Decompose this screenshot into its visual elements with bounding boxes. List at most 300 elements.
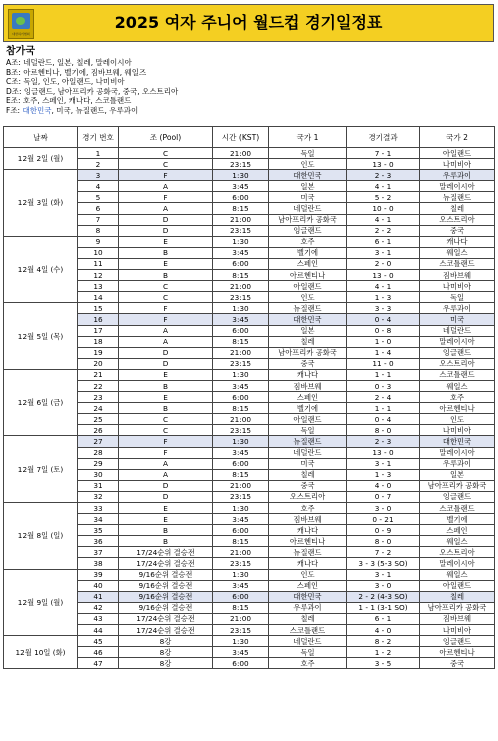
result-cell: 0 - 9 — [347, 525, 420, 536]
result-cell: 6 - 1 — [347, 236, 420, 247]
team2-cell: 웨일스 — [420, 536, 495, 547]
team2-cell: 남아프리카 공화국 — [420, 480, 495, 491]
pool-cell: B — [119, 525, 213, 536]
result-cell: 13 - 0 — [347, 270, 420, 281]
pool-cell: 8강 — [119, 647, 213, 658]
table-row — [4, 569, 495, 580]
table-row — [4, 602, 495, 613]
match-number-cell: 23 — [78, 392, 119, 403]
team2-cell: 스코틀랜드 — [420, 258, 495, 269]
pool-cell: A — [119, 181, 213, 192]
pool-cell: C — [119, 292, 213, 303]
result-cell: 5 - 2 — [347, 192, 420, 203]
time-cell: 3:45 — [213, 380, 269, 391]
team1-cell: 남아프리카 공화국 — [269, 214, 347, 225]
result-cell: 0 - 7 — [347, 491, 420, 502]
team2-cell: 칠레 — [420, 591, 495, 602]
table-row — [4, 491, 495, 502]
pool-cell: 8강 — [119, 658, 213, 669]
table-row — [4, 636, 495, 647]
date-cell: 12월 10일 (화) — [4, 636, 78, 669]
time-cell: 6:00 — [213, 258, 269, 269]
result-cell: 3 - 1 — [347, 569, 420, 580]
table-row — [4, 469, 495, 480]
time-cell: 1:30 — [213, 503, 269, 514]
team2-cell: 일본 — [420, 469, 495, 480]
pool-cell: D — [119, 347, 213, 358]
team2-cell: 칠레 — [420, 203, 495, 214]
table-row — [4, 625, 495, 636]
table-row — [4, 414, 495, 425]
schedule-body — [4, 148, 495, 669]
time-cell: 23:15 — [213, 292, 269, 303]
table-row — [4, 458, 495, 469]
match-number-cell: 22 — [78, 380, 119, 391]
result-cell: 0 - 8 — [347, 325, 420, 336]
table-row — [4, 547, 495, 558]
result-cell: 3 - 3 (5-3 SO) — [347, 558, 420, 569]
table-row — [4, 525, 495, 536]
pool-cell: 9/16순위 결승전 — [119, 580, 213, 591]
table-row — [4, 170, 495, 181]
table-row — [4, 658, 495, 669]
time-cell: 21:00 — [213, 347, 269, 358]
team1-cell: 네덜란드 — [269, 636, 347, 647]
pool-cell: C — [119, 281, 213, 292]
match-number-cell: 46 — [78, 647, 119, 658]
match-number-cell: 38 — [78, 558, 119, 569]
title-banner — [3, 4, 494, 42]
time-cell: 6:00 — [213, 591, 269, 602]
time-cell: 1:30 — [213, 436, 269, 447]
team2-cell: 스코틀랜드 — [420, 503, 495, 514]
date-cell: 12월 9일 (월) — [4, 569, 78, 636]
team1-cell: 칠레 — [269, 613, 347, 624]
team1-cell: 독일 — [269, 148, 347, 159]
table-row — [4, 314, 495, 325]
match-number-cell: 16 — [78, 314, 119, 325]
team2-cell: 아르헨티나 — [420, 403, 495, 414]
result-cell: 2 - 2 — [347, 225, 420, 236]
time-cell: 3:45 — [213, 514, 269, 525]
team1-cell: 아르헨티나 — [269, 536, 347, 547]
header-pool: 조 (Pool) — [119, 127, 213, 148]
table-row — [4, 536, 495, 547]
team1-cell: 네덜란드 — [269, 203, 347, 214]
team1-cell: 호주 — [269, 503, 347, 514]
date-cell: 12월 4일 (수) — [4, 236, 78, 303]
table-row — [4, 369, 495, 380]
match-number-cell: 8 — [78, 225, 119, 236]
table-row — [4, 225, 495, 236]
table-row — [4, 236, 495, 247]
group-f-prefix: F조: — [6, 105, 23, 115]
table-row — [4, 192, 495, 203]
team2-cell: 잉글랜드 — [420, 347, 495, 358]
table-row — [4, 647, 495, 658]
pool-cell: E — [119, 258, 213, 269]
match-number-cell: 4 — [78, 181, 119, 192]
match-number-cell: 28 — [78, 447, 119, 458]
match-number-cell: 41 — [78, 591, 119, 602]
table-row — [4, 392, 495, 403]
team1-cell: 독일 — [269, 425, 347, 436]
time-cell: 23:15 — [213, 491, 269, 502]
team2-cell: 남아프리카 공화국 — [420, 602, 495, 613]
time-cell: 8:15 — [213, 536, 269, 547]
team1-cell: 아일랜드 — [269, 281, 347, 292]
pool-cell: D — [119, 225, 213, 236]
team2-cell: 나미비아 — [420, 425, 495, 436]
result-cell: 3 - 1 — [347, 458, 420, 469]
time-cell: 21:00 — [213, 480, 269, 491]
match-number-cell: 18 — [78, 336, 119, 347]
match-number-cell: 39 — [78, 569, 119, 580]
time-cell: 21:00 — [213, 613, 269, 624]
pool-cell: E — [119, 236, 213, 247]
match-number-cell: 34 — [78, 514, 119, 525]
result-cell: 0 - 21 — [347, 514, 420, 525]
result-cell: 0 - 4 — [347, 314, 420, 325]
pool-cell: A — [119, 336, 213, 347]
match-number-cell: 45 — [78, 636, 119, 647]
team1-cell: 뉴질랜드 — [269, 436, 347, 447]
team1-cell: 아일랜드 — [269, 414, 347, 425]
group-f-korea: 대한민국 — [22, 105, 52, 115]
logo-caption: 대한하키협회 — [12, 32, 30, 36]
time-cell: 8:15 — [213, 403, 269, 414]
table-row — [4, 159, 495, 170]
table-row — [4, 203, 495, 214]
table-row — [4, 292, 495, 303]
team1-cell: 대한민국 — [269, 314, 347, 325]
team1-cell: 미국 — [269, 458, 347, 469]
table-row — [4, 480, 495, 491]
pool-cell: E — [119, 503, 213, 514]
team2-cell: 짐바브웨 — [420, 613, 495, 624]
match-number-cell: 27 — [78, 436, 119, 447]
match-number-cell: 20 — [78, 358, 119, 369]
table-row — [4, 403, 495, 414]
time-cell: 6:00 — [213, 458, 269, 469]
team2-cell: 오스트리아 — [420, 214, 495, 225]
team1-cell: 오스트리아 — [269, 491, 347, 502]
team1-cell: 짐바브웨 — [269, 514, 347, 525]
time-cell: 23:15 — [213, 425, 269, 436]
match-number-cell: 15 — [78, 303, 119, 314]
time-cell: 6:00 — [213, 525, 269, 536]
time-cell: 21:00 — [213, 214, 269, 225]
group-f-suffix: , 미국, 뉴질랜드, 우루과이 — [51, 105, 139, 115]
team2-cell: 스페인 — [420, 525, 495, 536]
pool-cell: A — [119, 203, 213, 214]
participants-heading: 참가국 — [6, 46, 35, 57]
table-row — [4, 436, 495, 447]
match-number-cell: 40 — [78, 580, 119, 591]
match-number-cell: 9 — [78, 236, 119, 247]
team1-cell: 인도 — [269, 569, 347, 580]
result-cell: 4 - 0 — [347, 625, 420, 636]
pool-cell: A — [119, 458, 213, 469]
team2-cell: 독일 — [420, 292, 495, 303]
team2-cell: 아르헨티나 — [420, 647, 495, 658]
team1-cell: 벨기에 — [269, 403, 347, 414]
time-cell: 21:00 — [213, 547, 269, 558]
pool-cell: F — [119, 447, 213, 458]
match-number-cell: 29 — [78, 458, 119, 469]
time-cell: 23:15 — [213, 558, 269, 569]
time-cell: 1:30 — [213, 303, 269, 314]
table-row — [4, 613, 495, 624]
team2-cell: 오스트리아 — [420, 547, 495, 558]
result-cell: 1 - 1 — [347, 369, 420, 380]
team1-cell: 호주 — [269, 236, 347, 247]
team2-cell: 네덜란드 — [420, 325, 495, 336]
team1-cell: 대한민국 — [269, 170, 347, 181]
result-cell: 8 - 2 — [347, 636, 420, 647]
table-row — [4, 558, 495, 569]
time-cell: 6:00 — [213, 192, 269, 203]
time-cell: 3:45 — [213, 247, 269, 258]
team2-cell: 벨기에 — [420, 514, 495, 525]
result-cell: 4 - 1 — [347, 181, 420, 192]
team2-cell: 중국 — [420, 225, 495, 236]
header-team1: 국가 1 — [269, 127, 347, 148]
match-number-cell: 25 — [78, 414, 119, 425]
result-cell: 1 - 3 — [347, 292, 420, 303]
result-cell: 1 - 3 — [347, 469, 420, 480]
team1-cell: 일본 — [269, 181, 347, 192]
team1-cell: 캐나다 — [269, 525, 347, 536]
table-row — [4, 591, 495, 602]
time-cell: 23:15 — [213, 225, 269, 236]
match-number-cell: 37 — [78, 547, 119, 558]
pool-cell: F — [119, 303, 213, 314]
result-cell: 1 - 0 — [347, 336, 420, 347]
pool-cell: F — [119, 192, 213, 203]
team2-cell: 오스트리아 — [420, 358, 495, 369]
team2-cell: 말레이시아 — [420, 181, 495, 192]
pool-cell: 8강 — [119, 636, 213, 647]
time-cell: 1:30 — [213, 170, 269, 181]
table-row — [4, 148, 495, 159]
pool-cell: 9/16순위 결승전 — [119, 569, 213, 580]
team1-cell: 중국 — [269, 358, 347, 369]
match-number-cell: 13 — [78, 281, 119, 292]
match-number-cell: 7 — [78, 214, 119, 225]
result-cell: 1 - 1 — [347, 403, 420, 414]
time-cell: 23:15 — [213, 358, 269, 369]
team1-cell: 미국 — [269, 192, 347, 203]
match-number-cell: 12 — [78, 270, 119, 281]
pool-cell: B — [119, 247, 213, 258]
result-cell: 3 - 0 — [347, 503, 420, 514]
group-c: C조: 독일, 인도, 아일랜드, 나미비아 — [6, 77, 125, 87]
time-cell: 1:30 — [213, 236, 269, 247]
result-cell: 11 - 0 — [347, 358, 420, 369]
table-row — [4, 303, 495, 314]
time-cell: 8:15 — [213, 602, 269, 613]
table-row — [4, 336, 495, 347]
team1-cell: 남아프리카 공화국 — [269, 347, 347, 358]
date-cell: 12월 6일 (금) — [4, 369, 78, 436]
time-cell: 8:15 — [213, 469, 269, 480]
team1-cell: 스코틀랜드 — [269, 625, 347, 636]
time-cell: 21:00 — [213, 281, 269, 292]
pool-cell: E — [119, 392, 213, 403]
team1-cell: 스페인 — [269, 392, 347, 403]
time-cell: 21:00 — [213, 148, 269, 159]
pool-cell: F — [119, 436, 213, 447]
team2-cell: 캐나다 — [420, 236, 495, 247]
result-cell: 3 - 5 — [347, 658, 420, 669]
pool-cell: B — [119, 536, 213, 547]
team2-cell: 우루과이 — [420, 303, 495, 314]
team1-cell: 독일 — [269, 647, 347, 658]
result-cell: 3 - 1 — [347, 247, 420, 258]
time-cell: 3:45 — [213, 314, 269, 325]
result-cell: 2 - 2 (4-3 SO) — [347, 591, 420, 602]
time-cell: 3:45 — [213, 447, 269, 458]
match-number-cell: 10 — [78, 247, 119, 258]
team1-cell: 벨기에 — [269, 247, 347, 258]
team1-cell: 캐나다 — [269, 558, 347, 569]
team1-cell: 우루과이 — [269, 602, 347, 613]
time-cell: 21:00 — [213, 414, 269, 425]
date-cell: 12월 3일 (화) — [4, 170, 78, 237]
team1-cell: 짐바브웨 — [269, 380, 347, 391]
table-row — [4, 258, 495, 269]
pool-cell: 17/24순위 결승전 — [119, 547, 213, 558]
result-cell: 13 - 0 — [347, 159, 420, 170]
time-cell: 3:45 — [213, 580, 269, 591]
pool-cell: F — [119, 170, 213, 181]
pool-cell: E — [119, 514, 213, 525]
time-cell: 8:15 — [213, 336, 269, 347]
match-number-cell: 47 — [78, 658, 119, 669]
team1-cell: 아르헨티나 — [269, 270, 347, 281]
table-row — [4, 347, 495, 358]
team2-cell: 나미비아 — [420, 625, 495, 636]
result-cell: 4 - 0 — [347, 480, 420, 491]
team2-cell: 말레이시아 — [420, 447, 495, 458]
time-cell: 3:45 — [213, 647, 269, 658]
pool-cell: E — [119, 369, 213, 380]
result-cell: 7 - 2 — [347, 547, 420, 558]
team2-cell: 말레이시아 — [420, 558, 495, 569]
result-cell: 4 - 1 — [347, 281, 420, 292]
participants-section — [6, 46, 492, 116]
match-number-cell: 35 — [78, 525, 119, 536]
table-row — [4, 380, 495, 391]
date-cell: 12월 2일 (월) — [4, 148, 78, 170]
team1-cell: 뉴질랜드 — [269, 303, 347, 314]
team1-cell: 칠레 — [269, 469, 347, 480]
match-number-cell: 32 — [78, 491, 119, 502]
table-row — [4, 247, 495, 258]
pool-cell: C — [119, 159, 213, 170]
pool-cell: 17/24순위 결승전 — [119, 613, 213, 624]
pool-cell: 9/16순위 결승전 — [119, 591, 213, 602]
team1-cell: 일본 — [269, 325, 347, 336]
pool-cell: D — [119, 491, 213, 502]
team1-cell: 인도 — [269, 159, 347, 170]
team2-cell: 잉글랜드 — [420, 636, 495, 647]
table-row — [4, 270, 495, 281]
pool-cell: A — [119, 325, 213, 336]
result-cell: 2 - 3 — [347, 436, 420, 447]
result-cell: 7 - 1 — [347, 148, 420, 159]
match-number-cell: 31 — [78, 480, 119, 491]
team2-cell: 웨일스 — [420, 569, 495, 580]
team2-cell: 중국 — [420, 658, 495, 669]
match-number-cell: 21 — [78, 369, 119, 380]
match-number-cell: 6 — [78, 203, 119, 214]
table-header-row — [4, 127, 495, 148]
date-cell: 12월 7일 (토) — [4, 436, 78, 503]
group-a: A조: 네덜란드, 일본, 칠레, 말레이시아 — [6, 58, 132, 67]
result-cell: 1 - 2 — [347, 647, 420, 658]
result-cell: 8 - 0 — [347, 536, 420, 547]
header-team2: 국가 2 — [420, 127, 495, 148]
team2-cell: 뉴질랜드 — [420, 192, 495, 203]
result-cell: 10 - 0 — [347, 203, 420, 214]
match-number-cell: 33 — [78, 503, 119, 514]
result-cell: 0 - 4 — [347, 414, 420, 425]
match-number-cell: 17 — [78, 325, 119, 336]
team1-cell: 칠레 — [269, 336, 347, 347]
team1-cell: 뉴질랜드 — [269, 547, 347, 558]
result-cell: 3 - 3 — [347, 303, 420, 314]
team2-cell: 아일랜드 — [420, 580, 495, 591]
team2-cell: 말레이시아 — [420, 336, 495, 347]
header-time: 시간 (KST) — [213, 127, 269, 148]
pool-cell: 17/24순위 결승전 — [119, 625, 213, 636]
header-result: 경기결과 — [347, 127, 420, 148]
date-cell: 12월 8일 (일) — [4, 503, 78, 570]
team2-cell: 아일랜드 — [420, 148, 495, 159]
group-b: B조: 아르헨티나, 벨기에, 짐바브웨, 웨일즈 — [6, 67, 147, 77]
team1-cell: 캐나다 — [269, 369, 347, 380]
team1-cell: 네덜란드 — [269, 447, 347, 458]
time-cell: 3:45 — [213, 181, 269, 192]
table-row — [4, 514, 495, 525]
match-number-cell: 43 — [78, 613, 119, 624]
table-row — [4, 447, 495, 458]
time-cell: 23:15 — [213, 159, 269, 170]
time-cell: 8:15 — [213, 203, 269, 214]
match-number-cell: 42 — [78, 602, 119, 613]
team1-cell: 인도 — [269, 292, 347, 303]
match-number-cell: 30 — [78, 469, 119, 480]
result-cell: 6 - 1 — [347, 613, 420, 624]
match-number-cell: 44 — [78, 625, 119, 636]
match-number-cell: 14 — [78, 292, 119, 303]
result-cell: 0 - 3 — [347, 380, 420, 391]
pool-cell: D — [119, 480, 213, 491]
team1-cell: 대한민국 — [269, 591, 347, 602]
pool-cell: F — [119, 314, 213, 325]
match-number-cell: 19 — [78, 347, 119, 358]
result-cell: 2 - 0 — [347, 258, 420, 269]
team2-cell: 잉글랜드 — [420, 491, 495, 502]
time-cell: 1:30 — [213, 636, 269, 647]
team2-cell: 웨일스 — [420, 247, 495, 258]
time-cell: 8:15 — [213, 270, 269, 281]
team1-cell: 호주 — [269, 658, 347, 669]
team1-cell: 중국 — [269, 480, 347, 491]
team2-cell: 나미비아 — [420, 281, 495, 292]
